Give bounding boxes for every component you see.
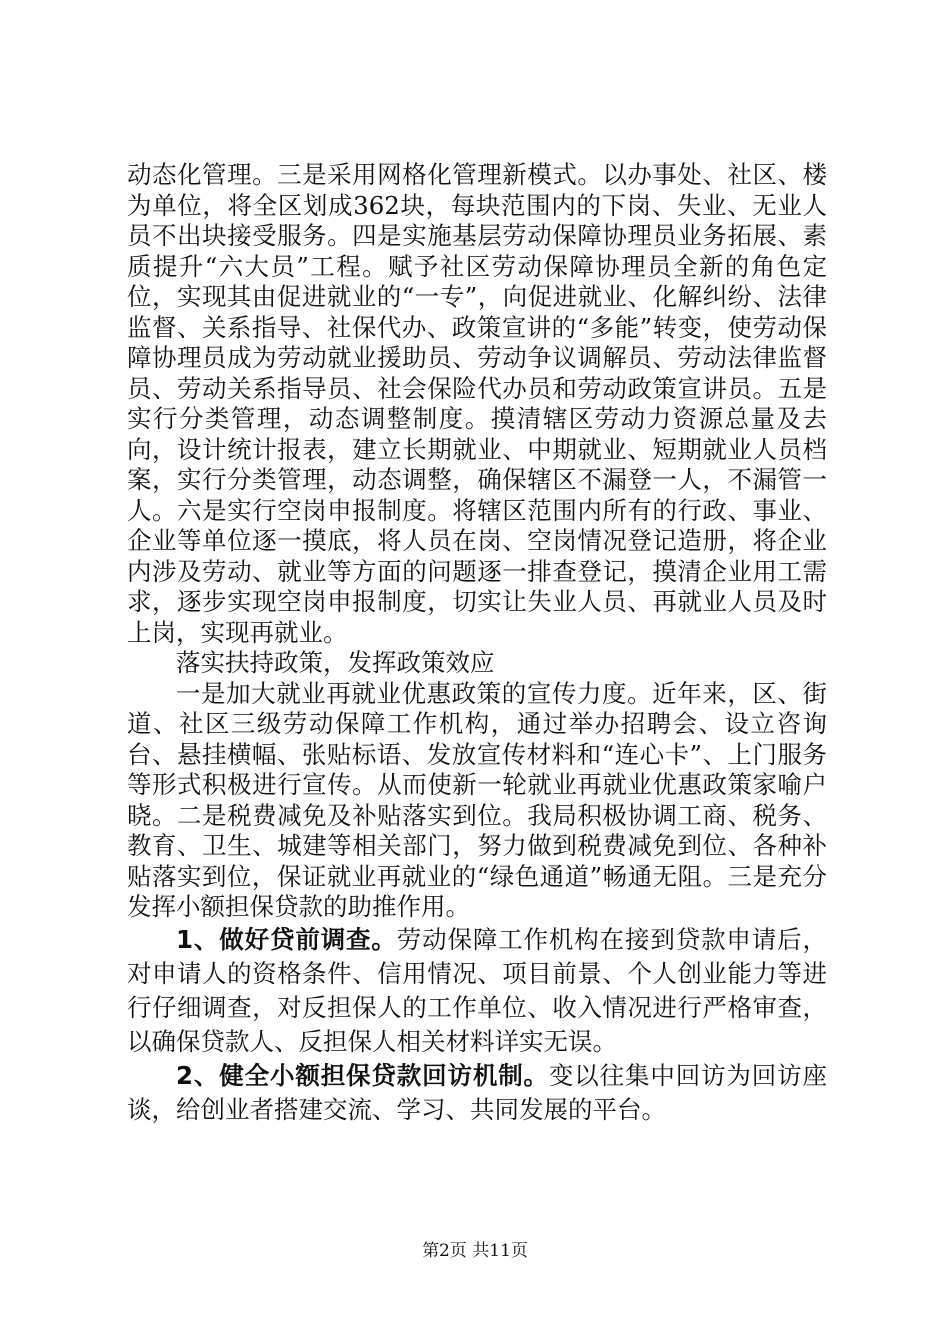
- list-item-1-lead: 1、做好贷前调查。: [176, 924, 397, 954]
- paragraph-policy: 一是加大就业再就业优惠政策的宣传力度。近年来，区、街道、社区三级劳动保障工作机构，通过举办招聘会、设立咨询台、悬挂横幅、张贴标语、发放宣传材料和“连心卡”、上门服务等形式积极进行宣传。从而使新一轮就业再就业优惠政策家喻户晓。二是税费减免及补贴落实到位。我局积极协调工商、税务、教育、卫生、城建等相关部门，努力做到税费减免到位、各种补贴落实到位，保证就业再就业的“绿色通道”畅通无阻。三是充分发挥小额担保贷款的助推作用。: [127, 678, 827, 921]
- list-item-1-body: 劳动保障工作机构在接到贷款申请后，对申请人的资格条件、信用情况、项目前景、个人创业能力等进行仔细调查，对反担保人的工作单位、收入情况进行严格审查，以确保贷款人、反担保人相关材料详实无误。: [127, 924, 828, 1056]
- page-footer: 第2页 共11页: [422, 1241, 528, 1261]
- body-text: [127, 160, 827, 1127]
- section-heading: 落实扶持政策，发挥政策效应: [176, 648, 495, 677]
- list-item-1: [127, 923, 827, 1059]
- list-item-2-body: 变以往集中回访为回访座谈，给创业者搭建交流、学习、共同发展的平台。: [127, 1060, 828, 1124]
- list-item-2-lead: 2、健全小额担保贷款回访机制。: [176, 1060, 549, 1090]
- list-item-2: [127, 1059, 827, 1127]
- paragraph-management: 动态化管理。三是采用网格化管理新模式。以办事处、社区、楼为单位，将全区划成362块，每块范围内的下岗、失业、无业人员不出块接受服务。四是实施基层劳动保障协理员业务拓展、素质提升“六大员”工程。赋予社区劳动保障协理员全新的角色定位，实现其由促进就业的“一专”，向促进就业、化解纠纷、法律监督、关系指导、社保代办、政策宣讲的“多能”转变，使劳动保障协理员成为劳动就业援助员、劳动争议调解员、劳动法律监督员、劳动关系指导员、社会保险代办员和劳动政策宣讲员。五是实行分类管理，动态调整制度。摸清辖区劳动力资源总量及去向，设计统计报表，建立长期就业、中期就业、短期就业人员档案，实行分类管理，动态调整，确保辖区不漏登一人，不漏管一人。六是实行空岗申报制度。将辖区范围内所有的行政、事业、企业等单位逐一摸底，将人员在岗、空岗情况登记造册，将企业内涉及劳动、就业等方面的问题逐一排查登记，摸清企业用工需求，逐步实现空岗申报制度，切实让失业人员、再就业人员及时上岗，实现再就业。: [127, 160, 827, 647]
